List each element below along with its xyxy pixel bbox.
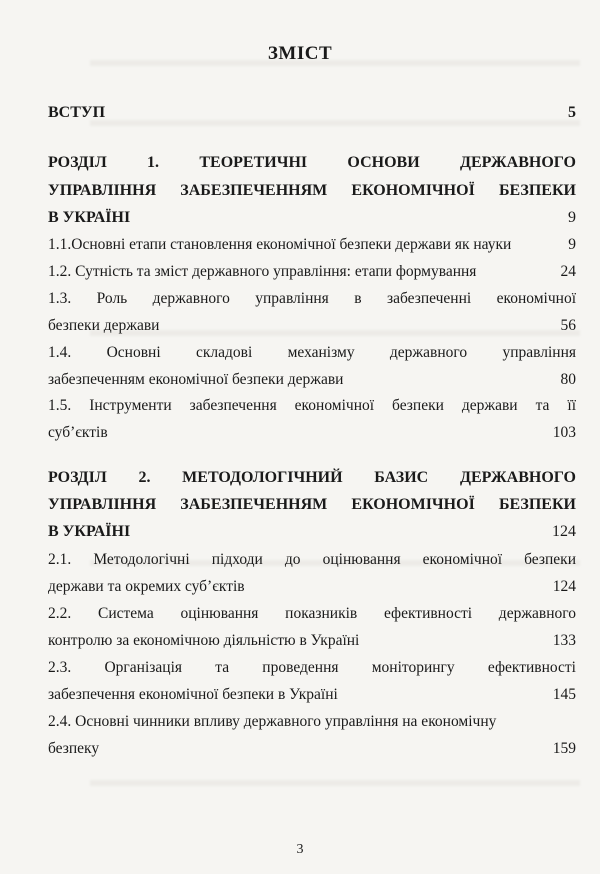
toc-entry-1-4-line2 [48,370,576,390]
toc-entry-1-5[interactable] [48,396,576,416]
toc-entry-chapter-1[interactable] [48,153,576,173]
toc-entry-1-1[interactable] [48,235,576,255]
toc-page-number: 124 [552,578,576,595]
toc-page-number: 145 [552,686,576,703]
toc-entry-1-3-line2 [48,316,576,336]
toc-entry-chapter-2[interactable] [48,468,576,488]
toc-entry-text: безпеку [48,740,100,757]
toc-entry-text: суб’єктів [48,424,108,441]
page-title: ЗМІСТ [267,43,333,64]
toc-entry-2-4-line2 [48,739,576,759]
toc-entry-1-5-line2 [48,423,576,443]
toc-entry-text: 2.2. Система оцінювання показників ефективності державного [48,605,576,622]
toc-entry-text: В УКРАЇНІ [48,523,131,540]
toc-entry-text: ВСТУП [48,104,106,121]
toc-entry-text: 1.2. Сутність та зміст державного управління: етапи формування [48,263,477,280]
toc-entry-text: 1.1.Основні етапи становлення економічної безпеки держави як науки [48,236,512,253]
toc-entry-2-2[interactable] [48,604,576,624]
toc-entry-text: держави та окремих суб’єктів [48,578,245,595]
toc-entry-text: УПРАВЛІННЯ ЗАБЕЗПЕЧЕННЯМ ЕКОНОМІЧНОЇ БЕЗПЕКИ [48,496,576,513]
toc-page-number: 103 [552,424,576,441]
bleed-through-texture [90,780,580,786]
toc-entry-text: В УКРАЇНІ [48,209,131,226]
toc-entry-text: РОЗДІЛ 2. МЕТОДОЛОГІЧНИЙ БАЗИС ДЕРЖАВНОГО [48,469,576,486]
toc-entry-1-3[interactable] [48,289,576,309]
toc-entry-chapter-2-line3 [48,522,576,542]
toc-page-number: 9 [568,236,576,253]
toc-page-number: 80 [560,371,576,388]
toc-entry-text: УПРАВЛІННЯ ЗАБЕЗПЕЧЕННЯМ ЕКОНОМІЧНОЇ БЕЗПЕКИ [48,182,576,199]
toc-entry-1-4[interactable] [48,343,576,363]
toc-page-number: 133 [552,632,576,649]
toc-entry-2-1[interactable] [48,550,576,570]
toc-page-number: 5 [568,104,576,121]
toc-entry-text: безпеки держави [48,317,160,334]
toc-entry-2-3-line2 [48,685,576,705]
toc-entry-chapter-1-line2 [48,181,576,201]
toc-entry-text: контролю за економічною діяльністю в Україні [48,632,360,649]
toc-entry-2-2-line2 [48,631,576,651]
toc-page-number: 9 [568,209,576,226]
toc-entry-text: 1.3. Роль державного управління в забезпеченні економічної [48,290,576,307]
toc-entry-2-3[interactable] [48,658,576,678]
toc-entry-chapter-1-line3 [48,208,576,228]
toc-entry-text: 2.1. Методологічні підходи до оцінювання економічної безпеки [48,551,576,568]
toc-entry-1-2[interactable] [48,262,576,282]
toc-entry-text: РОЗДІЛ 1. ТЕОРЕТИЧНІ ОСНОВИ ДЕРЖАВНОГО [48,154,576,171]
toc-entry-text: 1.4. Основні складові механізму державного управління [48,344,576,361]
toc-page-number: 24 [560,263,576,280]
toc-entry-chapter-2-line2 [48,495,576,515]
toc-entry-2-1-line2 [48,577,576,597]
toc-page-number: 56 [560,317,576,334]
toc-entry-text: 2.4. Основні чинники впливу державного управління на економічну [48,713,497,730]
toc-page-number: 159 [552,740,576,757]
toc-entry-2-4[interactable] [48,712,576,732]
toc-entry-introduction[interactable] [48,103,576,123]
toc-page-number: 124 [552,523,576,540]
toc-entry-text: забезпеченням економічної безпеки держави [48,371,344,388]
toc-entry-text: 2.3. Організація та проведення моніторингу ефективності [48,659,576,676]
toc-entry-text: забезпечення економічної безпеки в Україні [48,686,338,703]
page-number-footer: 3 [296,842,304,857]
toc-entry-text: 1.5. Інструменти забезпечення економічної безпеки держави та її [48,397,576,414]
